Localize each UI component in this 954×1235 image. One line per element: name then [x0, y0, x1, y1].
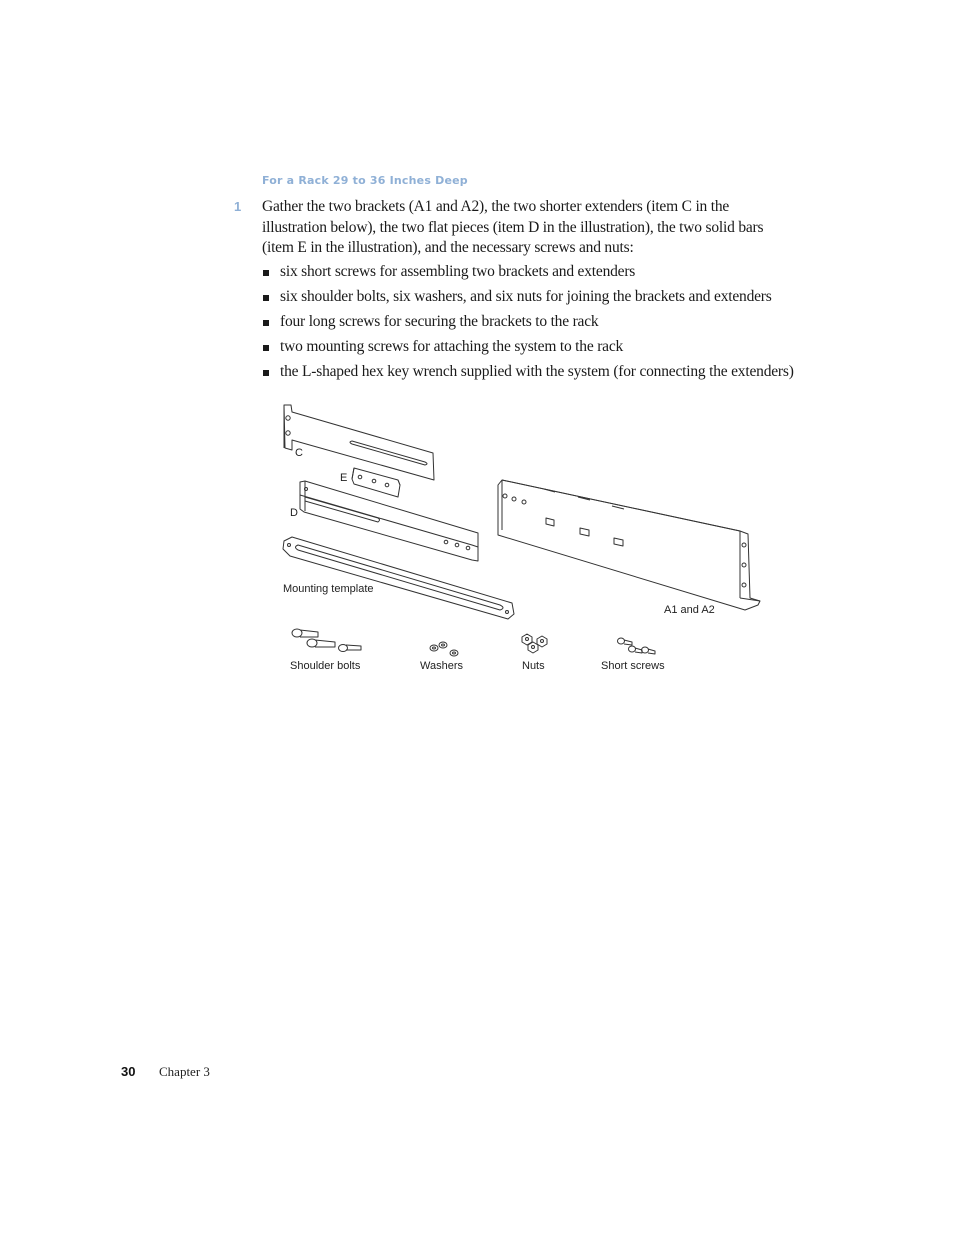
bullet-list	[262, 262, 794, 387]
list-item-text: six shoulder bolts, six washers, and six nuts for joining the brackets and extenders	[280, 288, 772, 305]
label-nuts: Nuts	[522, 660, 545, 672]
list-item-text: the L-shaped hex key wrench supplied with the system (for connecting the extenders)	[280, 363, 794, 380]
bracket-a1-a2-drawing	[498, 480, 760, 610]
shoulder-bolts-drawing	[292, 629, 361, 652]
label-brackets: A1 and A2	[664, 604, 715, 616]
bullet-icon	[263, 370, 269, 376]
label-short-screws: Short screws	[601, 660, 665, 672]
bullet-icon	[263, 320, 269, 326]
section-heading: For a Rack 29 to 36 Inches Deep	[262, 174, 468, 187]
label-e: E	[340, 472, 348, 484]
label-shoulder-bolts: Shoulder bolts	[290, 660, 361, 672]
list-item-text: six short screws for assembling two brackets and extenders	[280, 263, 636, 280]
step-number: 1	[234, 199, 242, 214]
list-item	[262, 312, 794, 337]
mounting-template-drawing	[283, 537, 514, 619]
label-d: D	[290, 507, 298, 519]
short-screws-drawing	[618, 638, 656, 654]
rack-parts-illustration	[270, 395, 770, 680]
list-item	[262, 362, 794, 387]
page-number: 30	[121, 1064, 136, 1079]
bullet-icon	[263, 270, 269, 276]
flat-piece-d-drawing	[300, 481, 478, 561]
label-mounting-template: Mounting template	[283, 583, 374, 595]
solid-bar-e-drawing	[352, 468, 400, 497]
extender-c-drawing	[284, 405, 434, 480]
list-item-text: four long screws for securing the brackets to the rack	[280, 313, 599, 330]
label-washers: Washers	[420, 660, 463, 672]
chapter-label: Chapter 3	[159, 1064, 210, 1079]
list-item-text: two mounting screws for attaching the system to the rack	[280, 338, 624, 355]
bullet-icon	[263, 295, 269, 301]
bullet-icon	[263, 345, 269, 351]
list-item	[262, 262, 794, 287]
nuts-drawing	[522, 634, 547, 653]
washers-drawing	[430, 642, 458, 656]
list-item	[262, 287, 794, 312]
step-text: Gather the two brackets (A1 and A2), the two shorter extenders (item C in the illustration below), the two flat pieces (item D in the illustration), the two solid bars (item E in the illustration), and the necessary screws and nuts:	[262, 198, 764, 256]
list-item	[262, 337, 794, 362]
label-c: C	[295, 447, 303, 459]
